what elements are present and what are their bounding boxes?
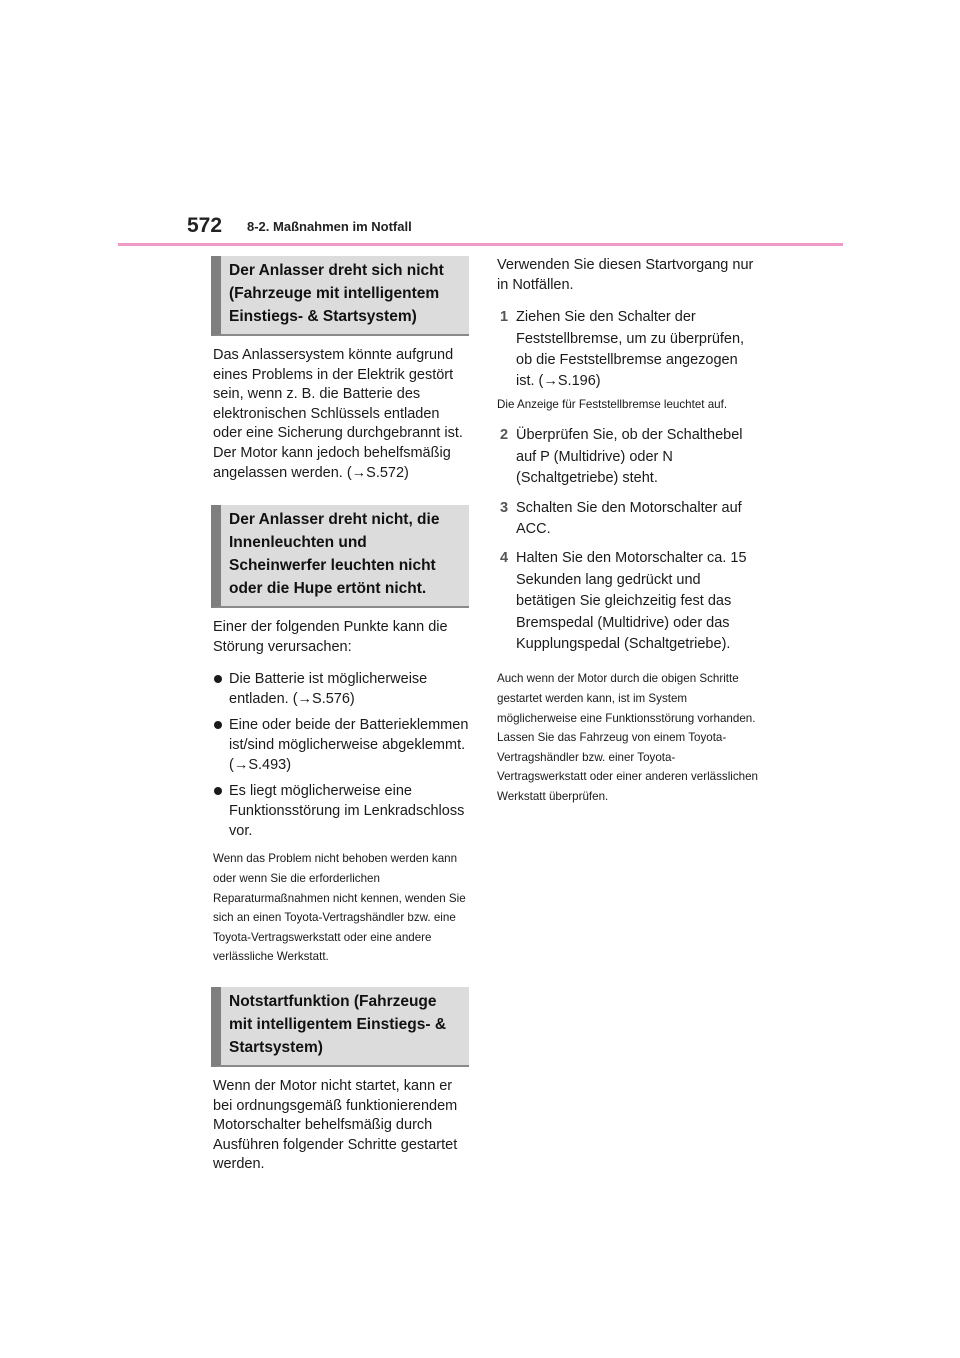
section-heading-starter-not-turning: Der Anlasser dreht sich nicht (Fahrzeuge mit intelligentem Einstiegs- & Startsystem) [211,256,469,336]
cause-terminals-text: Eine oder beide der Batterieklemmen ist/sind möglicherweise abgeklemmt. (→S.493) [229,717,469,774]
list-item [213,781,469,841]
steps-list [495,307,760,393]
step-text: Überprüfen Sie, ob der Schalthebel auf P (Multidrive) oder N (Schaltgetriebe) steht. [516,427,743,487]
step-number: 3 [500,499,509,516]
malfunction-note: Auch wenn der Motor durch die obigen Schritte gestartet werden kann, ist im System möglicherweise eine Funktionsstörung vorhanden. Lassen Sie das Fahrzeug von einem Toyota-Vertragshändler bzw. einer Toyota-Vertragswerkstatt oder einer anderen verlässlichen Werkstatt überprüfen. [497,672,758,804]
workshop-note: Wenn das Problem nicht behoben werden kann oder wenn Sie die erforderlichen Reparaturmaßnahmen nicht kennen, wenden Sie sich an einen Toyota-Vertragshändler bzw. eine Toyota-Vertragswerkstatt oder eine andere verlässliche Werkstatt. [213,852,466,964]
cause-battery-text: Die Batterie ist möglicherweise entladen. (→S.576) [229,671,428,708]
step-item [495,425,760,489]
step-item [495,307,760,393]
header-divider [118,243,843,246]
step-text: Halten Sie den Motorschalter ca. 15 Sekunden lang gedrückt und betätigen Sie gleichzeitig fest das Bremspedal (Multidrive) oder das Kupplungspedal (Schaltgetriebe). [516,550,747,653]
cause-steering-lock-text: Es liegt möglicherweise eine Funktionsstörung im Lenkradschloss vor. [229,783,465,840]
possible-causes-intro: Einer der folgenden Punkte kann die Störung verursachen: [213,619,448,655]
steps-list-continued [495,425,760,655]
causes-list [213,669,469,841]
section-title: 8-2. Maßnahmen im Notfall [247,219,412,234]
emergency-only-intro: Verwenden Sie diesen Startvorgang nur in Notfällen. [497,257,754,293]
left-column [211,256,469,1187]
section-heading-no-lights: Der Anlasser dreht nicht, die Innenleuchten und Scheinwerfer leuchten nicht oder die Hupe ertönt nicht. [211,505,469,608]
bullet-icon [214,675,222,683]
step-item [495,498,760,541]
starter-not-turning-text: Das Anlassersystem könnte aufgrund eines Problems in der Elektrik gestört sein, wenn z. B. die Batterie des elektronischen Schlüssels entladen oder eine Sicherung durchgebrannt ist. Der Motor kann jedoch behelfsmäßig angelassen werden. (→S.572) [213,347,463,481]
page-number: 572 [187,214,223,237]
emergency-start-text: Wenn der Motor nicht startet, kann er bei ordnungsgemäß funktionierendem Motorschalter behelfsmäßig durch Ausführen folgender Schritte gestartet werden. [213,1077,458,1173]
right-column [495,256,760,821]
step-text: Schalten Sie den Motorschalter auf ACC. [516,499,742,538]
parking-brake-indicator-note: Die Anzeige für Feststellbremse leuchtet auf. [497,397,728,411]
list-item [213,715,469,775]
bullet-icon [214,721,222,729]
step-number: 4 [500,550,509,567]
bullet-icon [214,787,222,795]
step-text: Ziehen Sie den Schalter der Feststellbremse, um zu überprüfen, ob die Feststellbremse angezogen ist. (→S.196) [516,309,745,390]
section-heading-emergency-start: Notstartfunktion (Fahrzeuge mit intelligentem Einstiegs- & Startsystem) [211,987,469,1067]
step-number: 2 [500,427,509,444]
list-item [213,669,469,709]
step-item [495,548,760,655]
step-number: 1 [500,309,509,326]
